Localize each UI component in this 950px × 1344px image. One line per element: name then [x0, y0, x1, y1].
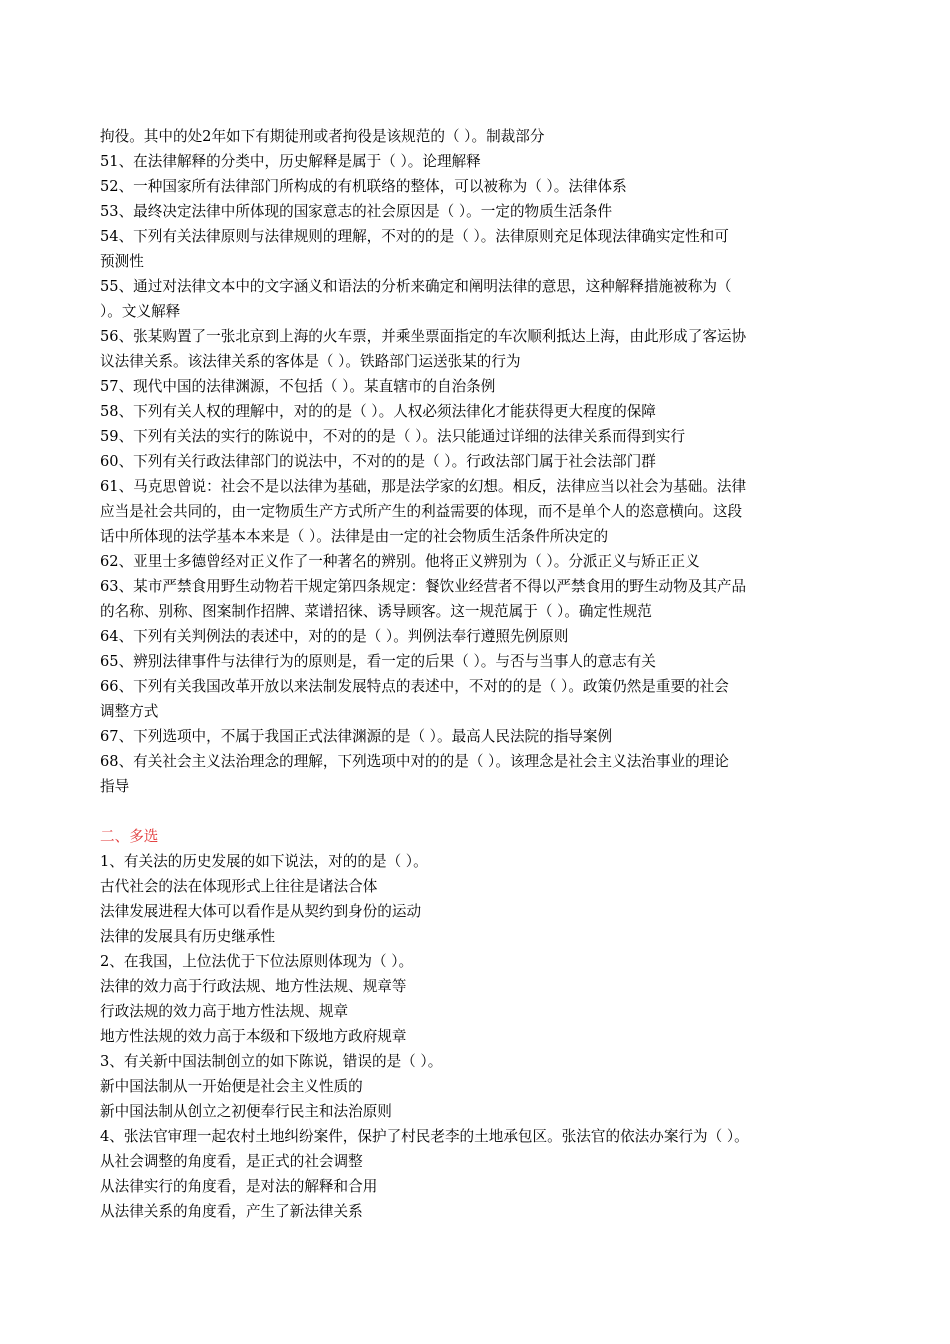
text-line: 52、一种国家所有法律部门所构成的有机联络的整体，可以被称为（ ）。法律体系: [100, 178, 627, 195]
text-line: ）。文义解释: [100, 303, 181, 320]
text-line: 67、下列选项中，不属于我国正式法律渊源的是（ ）。最高人民法院的指导案例: [100, 728, 613, 745]
single-choice-section: [100, 124, 855, 799]
multi-choice-section: [100, 824, 855, 1224]
text-line: 4、张法官审理一起农村土地纠纷案件，保护了村民老李的土地承包区。张法官的依法办案行为（ ）。: [100, 1128, 749, 1145]
text-line: 55、通过对法律文本中的文字涵义和语法的分析来确定和阐明法律的意思，这种解释措施被称为（: [100, 278, 732, 295]
text-line: 65、辨别法律事件与法律行为的原则是，看一定的后果（ ）。与否与当事人的意志有关: [100, 653, 656, 670]
text-line: 法律发展进程大体可以看作是从契约到身份的运动: [100, 903, 422, 920]
text-line: 3、有关新中国法制创立的如下陈说，错误的是（ ）。: [100, 1053, 443, 1070]
text-line: 1、有关法的历史发展的如下说法，对的的是（ ）。: [100, 853, 428, 870]
text-line: 62、亚里士多德曾经对正义作了一种著名的辨别。他将正义辨别为（ ）。分派正义与矫正正义: [100, 553, 700, 570]
text-line: 54、下列有关法律原则与法律规则的理解，不对的的是（ ）。法律原则充足体现法律确实定性和可: [100, 228, 729, 245]
text-line: 地方性法规的效力高于本级和下级地方政府规章: [100, 1028, 407, 1045]
text-line: 59、下列有关法的实行的陈说中，不对的的是（ ）。法只能通过详细的法律关系而得到实行: [100, 428, 686, 445]
document-body: [100, 124, 855, 1224]
text-line: 从社会调整的角度看，是正式的社会调整: [100, 1153, 363, 1170]
text-line: 的名称、别称、图案制作招牌、菜谱招徕、诱导顾客。这一规范属于（ ）。确定性规范: [100, 603, 652, 620]
text-line: 51、在法律解释的分类中，历史解释是属于（ ）。论理解释: [100, 153, 481, 170]
text-line: 新中国法制从创立之初便奉行民主和法治原则: [100, 1103, 392, 1120]
text-line: 56、张某购置了一张北京到上海的火车票，并乘坐票面指定的车次顺利抵达上海，由此形成了客运协: [100, 328, 747, 345]
text-line: 应当是社会共同的，由一定物质生产方式所产生的利益需要的体现，而不是单个人的恣意横向。这段: [100, 503, 743, 520]
text-line: 议法律关系。该法律关系的客体是（ ）。铁路部门运送张某的行为: [100, 353, 521, 370]
text-line: 调整方式: [100, 703, 159, 720]
text-line: 2、在我国，上位法优于下位法原则体现为（ ）。: [100, 953, 414, 970]
text-line: 法律的效力高于行政法规、地方性法规、规章等: [100, 978, 407, 995]
text-line: 68、有关社会主义法治理念的理解，下列选项中对的的是（ ）。该理念是社会主义法治事业的理论: [100, 753, 729, 770]
text-line: 指导: [100, 778, 130, 795]
text-line: 57、现代中国的法律渊源，不包括（ ）。某直辖市的自治条例: [100, 378, 496, 395]
text-line: 从法律实行的角度看，是对法的解释和合用: [100, 1178, 378, 1195]
text-line: 66、下列有关我国改革开放以来法制发展特点的表述中，不对的的是（ ）。政策仍然是重要的社会: [100, 678, 729, 695]
text-line: 拘役。其中的处2年如下有期徒刑或者拘役是该规范的（ ）。制裁部分: [100, 128, 545, 145]
text-line: 58、下列有关人权的理解中，对的的是（ ）。人权必须法律化才能获得更大程度的保障: [100, 403, 656, 420]
section-spacer: [100, 799, 855, 824]
text-line: 61、马克思曾说：社会不是以法律为基础，那是法学家的幻想。相反，法律应当以社会为基础。法律: [100, 478, 747, 495]
text-line: 从法律关系的角度看，产生了新法律关系: [100, 1203, 363, 1220]
text-line: 新中国法制从一开始便是社会主义性质的: [100, 1078, 363, 1095]
text-line: 古代社会的法在体现形式上往往是诸法合体: [100, 878, 378, 895]
section-title: 二、多选: [100, 828, 159, 845]
text-line: 64、下列有关判例法的表述中，对的的是（ ）。判例法奉行遵照先例原则: [100, 628, 569, 645]
text-line: 话中所体现的法学基本本来是（ ）。法律是由一定的社会物质生活条件所决定的: [100, 528, 609, 545]
text-line: 法律的发展具有历史继承性: [100, 928, 276, 945]
text-line: 53、最终决定法律中所体现的国家意志的社会原因是（ ）。一定的物质生活条件: [100, 203, 613, 220]
text-line: 60、下列有关行政法律部门的说法中，不对的的是（ ）。行政法部门属于社会法部门群: [100, 453, 656, 470]
text-line: 行政法规的效力高于地方性法规、规章: [100, 1003, 349, 1020]
text-line: 63、某市严禁食用野生动物若干规定第四条规定：餐饮业经营者不得以严禁食用的野生动物及其产品: [100, 578, 747, 595]
text-line: 预测性: [100, 253, 144, 270]
